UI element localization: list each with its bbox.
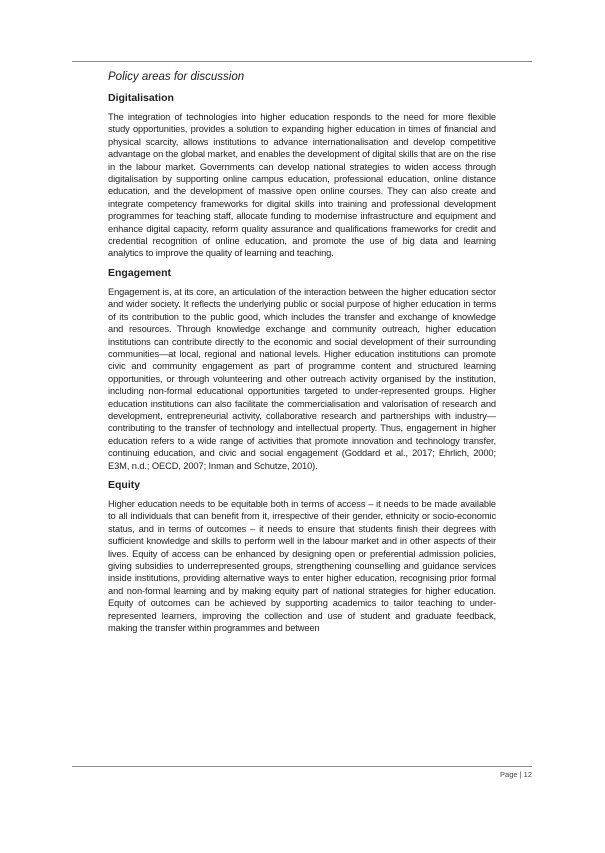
header-rule bbox=[72, 61, 532, 62]
page-number: Page | 12 bbox=[500, 770, 532, 779]
page-content bbox=[108, 70, 496, 640]
heading-equity: Equity bbox=[108, 478, 141, 491]
section-title: Policy areas for discussion bbox=[108, 71, 245, 83]
footer-rule bbox=[72, 766, 532, 767]
paragraph-equity: Higher education needs to be equitable both in terms of access – it needs to be made available to all individuals that can benefit from it, irrespective of their gender, ethnicity or socio-economic status, and in terms of outcomes – it needs to ensure that students finish their degrees with sufficient knowledge and skills to perform well in the labour market and in other aspects of their lives. Equity of access can be enhanced by designing open or preferential admission policies, giving subsidies to underrepresented groups, strengthening counselling and guidance services inside institutions, providing alternative ways to enter higher education, recognising prior formal and non-formal learning and by making equity part of national strategies for higher education. Equity of outcomes can be achieved by supporting academics to tailor teaching to under-represented learners, improving the collection and use of student and graduate feedback, making the transfer within programmes and between bbox=[108, 498, 496, 634]
paragraph-engagement: Engagement is, at its core, an articulation of the interaction between the higher education sector and wider society. It reflects the underlying public or social purpose of higher education in terms of its contribution to the public good, which includes the transfer and exchange of knowledge and resources. Through knowledge exchange and community outreach, higher education institutions can contribute directly to the economic and social development of their surrounding communities—at local, regional and national levels. Higher education institutions can promote civic and community engagement as part of programme content and structured learning opportunities, or through volunteering and other outreach activity organised by the institution, including non-formal educational opportunities targeted to under-represented groups. Higher education institutions can also facilitate the commercialisation and valorisation of research and development, entrepreneurial activity, collaborative research and partnerships with industry—contributing to the transfer of technology and intellectual property. Thus, engagement in higher education refers to a wide range of activities that promote innovation and technology transfer, continuing education, and civic and social engagement (Goddard et al., 2017; Ehrlich, 2000; E3M, n.d.; OECD, 2007; Inman and Schutze, 2010). bbox=[108, 286, 496, 471]
heading-digitalisation: Digitalisation bbox=[108, 92, 174, 104]
heading-engagement: Engagement bbox=[108, 266, 172, 279]
paragraph-digitalisation: The integration of technologies into higher education responds to the need for more flexible study opportunities, provides a solution to expanding higher education in times of financial and physical scarcity, allows institutions to advance internationalisation and develop competitive advantage on the global market, and enables the development of digital skills that are on the rise in the labour market. Governments can develop national strategies to widen access through digitalisation by supporting online campus education, professional education, online distance education, and the development of massive open online courses. They can also create and integrate competency frameworks for digital skills into training and professional development programmes for teaching staff, allocate funding to modernise infrastructure and equipment and enhance digital capacity, reform quality assurance and qualifications frameworks for credit and credential recognition of online education, and promote the use of big data and learning analytics to improve the quality of learning and teaching. bbox=[108, 112, 496, 259]
